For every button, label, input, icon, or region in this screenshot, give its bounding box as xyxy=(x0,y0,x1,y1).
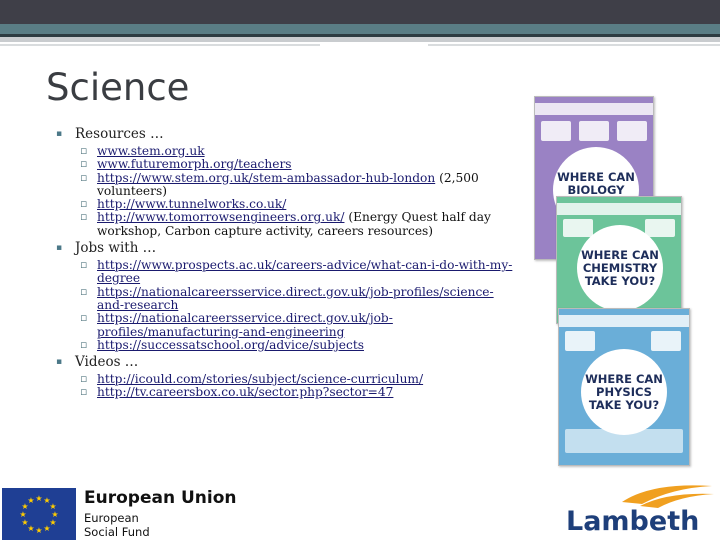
list-item xyxy=(54,339,514,352)
eu-stars xyxy=(2,488,76,540)
svg-text:★: ★ xyxy=(35,494,43,503)
list-item xyxy=(54,259,514,286)
poster-physics xyxy=(558,308,690,466)
svg-text:★: ★ xyxy=(35,526,43,535)
video-link[interactable]: http://tv.careersbox.co.uk/sector.php?sector=47 xyxy=(97,385,394,400)
svg-text:★: ★ xyxy=(21,518,29,527)
list-item xyxy=(54,172,514,199)
poster-box xyxy=(541,121,571,141)
slide-title: Science xyxy=(46,66,190,109)
list-item xyxy=(54,286,514,313)
poster-box xyxy=(645,219,675,237)
svg-text:★: ★ xyxy=(49,502,57,511)
svg-text:★: ★ xyxy=(19,510,27,519)
poster-box xyxy=(565,429,683,453)
top-banner xyxy=(0,0,720,24)
eu-title: European Union xyxy=(84,488,237,508)
section-jobs xyxy=(54,240,514,256)
svg-text:★: ★ xyxy=(27,496,35,505)
jobs-link[interactable]: https://nationalcareersservice.direct.gov.uk/job-profiles/science-and-research xyxy=(97,284,494,312)
list-item xyxy=(54,373,514,386)
resource-link[interactable]: http://www.tomorrowsengineers.org.uk/ xyxy=(97,210,345,225)
poster-box xyxy=(563,219,593,237)
decorative-line xyxy=(0,44,320,46)
poster-box xyxy=(579,121,609,141)
eu-subtitle xyxy=(84,511,150,539)
svg-text:★: ★ xyxy=(43,524,51,533)
videos-list xyxy=(54,373,514,400)
poster-title: WHERE CAN CHEMISTRY TAKE YOU? xyxy=(577,225,663,311)
svg-text:★: ★ xyxy=(21,502,29,511)
lambeth-logo xyxy=(562,480,720,540)
eu-flag-icon xyxy=(2,488,76,540)
resource-link[interactable]: https://www.stem.org.uk/stem-ambassador-hub-london xyxy=(97,170,436,185)
list-item xyxy=(54,198,514,211)
poster-title: WHERE CAN BIOLOGY xyxy=(553,147,639,233)
career-posters xyxy=(532,96,720,480)
slide-content xyxy=(54,124,514,402)
section-heading: Videos … xyxy=(75,354,139,371)
poster-strip xyxy=(557,203,681,215)
section-heading: Jobs with … xyxy=(75,240,157,257)
svg-text:★: ★ xyxy=(27,524,35,533)
eu-line1: European xyxy=(84,511,139,525)
list-item xyxy=(54,158,514,171)
jobs-list xyxy=(54,259,514,352)
svg-text:★: ★ xyxy=(43,496,51,505)
poster-box xyxy=(565,331,595,351)
jobs-link[interactable]: https://www.prospects.ac.uk/careers-advice/what-can-i-do-with-my-degree xyxy=(97,258,513,286)
resource-note: (2,500 volunteers) xyxy=(97,170,479,198)
jobs-link[interactable]: https://nationalcareersservice.direct.gov.uk/job-profiles/manufacturing-and-engineering xyxy=(97,311,393,339)
section-resources xyxy=(54,126,514,142)
svg-text:★: ★ xyxy=(49,518,57,527)
video-link[interactable]: http://icould.com/stories/subject/science-curriculum/ xyxy=(97,372,424,387)
eu-logo xyxy=(0,486,300,540)
lambeth-wordmark: Lambeth xyxy=(566,506,700,537)
poster-box xyxy=(651,331,681,351)
section-videos xyxy=(54,354,514,370)
poster-strip xyxy=(559,315,689,327)
resource-link[interactable]: http://www.tunnelworks.co.uk/ xyxy=(97,197,287,212)
poster-title: WHERE CAN PHYSICS TAKE YOU? xyxy=(581,349,667,435)
list-item xyxy=(54,145,514,158)
resources-list xyxy=(54,145,514,238)
top-accent-band xyxy=(0,24,720,34)
svg-text:★: ★ xyxy=(51,510,59,519)
jobs-link[interactable]: https://successatschool.org/advice/subjects xyxy=(97,337,364,352)
list-item xyxy=(54,312,514,339)
eu-line2: Social Fund xyxy=(84,525,150,539)
poster-strip xyxy=(535,103,653,115)
resource-link[interactable]: www.futuremorph.org/teachers xyxy=(97,157,292,172)
resource-note: (Energy Quest half day workshop, Carbon capture activity, careers resources) xyxy=(97,210,491,238)
list-item xyxy=(54,211,514,238)
poster-box xyxy=(617,121,647,141)
poster-chemistry xyxy=(556,196,682,324)
section-heading: Resources … xyxy=(75,126,164,142)
top-grey-band xyxy=(0,37,720,42)
resource-link[interactable]: www.stem.org.uk xyxy=(97,144,205,158)
decorative-line xyxy=(428,44,720,46)
list-item xyxy=(54,386,514,399)
